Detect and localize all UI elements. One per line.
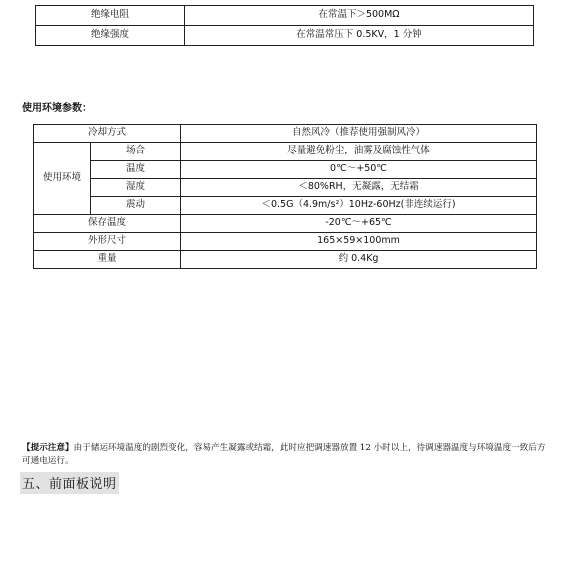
table-cell-label: 保存温度 [34, 215, 181, 233]
tip-label: 【提示注意】 [22, 443, 74, 453]
table-cell-value: 自然风冷（推荐使用强制风冷） [181, 125, 537, 143]
table-cell-label: 冷却方式 [34, 125, 181, 143]
table-cell-value: 约 0.4Kg [181, 251, 537, 269]
tip-text: 由于储运环境温度的剧烈变化，容易产生凝露或结霜，此时应把调速器放置 12 小时以上，待调速器温度与环境温度一致后方可通电运行。 [22, 443, 546, 466]
table-cell-value: -20℃～+65℃ [181, 215, 537, 233]
table-row [34, 197, 537, 215]
table-cell-value: 0℃～+50℃ [181, 161, 537, 179]
table-cell-value: 165×59×100mm [181, 233, 537, 251]
table-row [34, 143, 537, 161]
table-row [34, 125, 537, 143]
env-params-table [33, 124, 537, 269]
tip-note [22, 442, 546, 468]
table-row [36, 26, 534, 46]
table-row [34, 179, 537, 197]
table-cell-label: 湿度 [91, 179, 181, 197]
table-cell-label: 绝缘电阻 [36, 6, 185, 26]
table-row [34, 233, 537, 251]
env-section-label: 使用环境参数： [22, 103, 92, 114]
usage-group-label: 使用环境 [34, 143, 91, 215]
table-cell-label: 场合 [91, 143, 181, 161]
table-cell-value: 在常温下＞500MΩ [185, 6, 534, 26]
table-cell-value: 尽量避免粉尘，油雾及腐蚀性气体 [181, 143, 537, 161]
table-cell-value: ＜80%RH，无凝露，无结霜 [181, 179, 537, 197]
table-cell-label: 震动 [91, 197, 181, 215]
table-cell-label: 温度 [91, 161, 181, 179]
section-heading: 五、前面板说明 [20, 472, 119, 494]
insulation-table [35, 5, 534, 46]
table-row [36, 6, 534, 26]
table-row [34, 251, 537, 269]
table-cell-value: ＜0.5G（4.9m/s²）10Hz-60Hz(非连续运行) [181, 197, 537, 215]
table-cell-label: 重量 [34, 251, 181, 269]
table-cell-label: 绝缘强度 [36, 26, 185, 46]
table-cell-label: 外形尺寸 [34, 233, 181, 251]
table-cell-value: 在常温常压下 0.5KV，1 分钟 [185, 26, 534, 46]
table-row [34, 215, 537, 233]
table-row [34, 161, 537, 179]
